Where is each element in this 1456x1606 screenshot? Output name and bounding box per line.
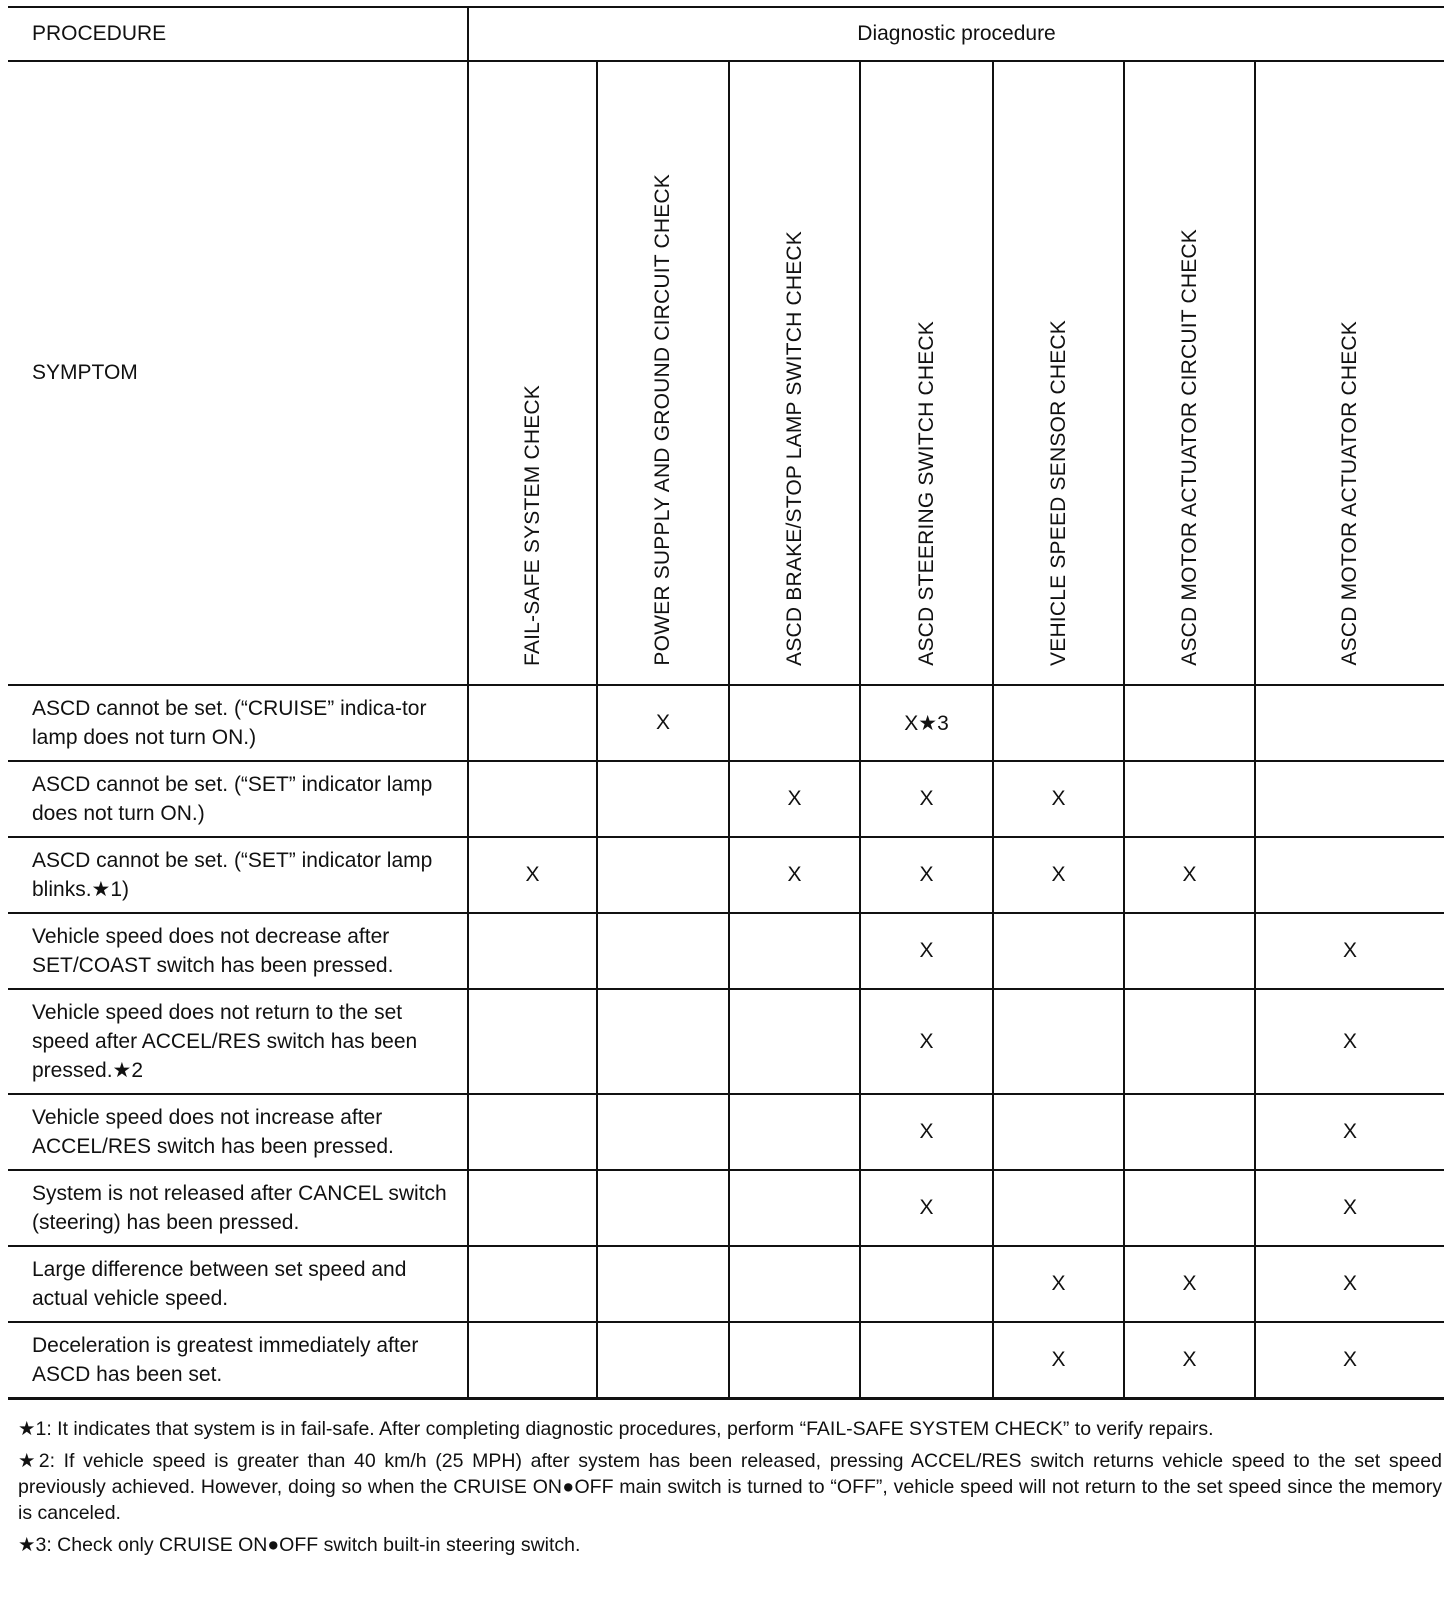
table-row: [8, 989, 1444, 1094]
check-mark-cell: [1124, 1170, 1255, 1246]
check-mark-cell: X: [860, 989, 993, 1094]
check-mark-cell: [597, 1322, 729, 1399]
check-mark-cell: X: [1255, 989, 1444, 1094]
table-row: [8, 913, 1444, 989]
check-mark-cell: X: [1124, 1322, 1255, 1399]
check-mark-cell: [1255, 761, 1444, 837]
column-header-label: ASCD MOTOR ACTUATOR CIRCUIT CHECK: [1177, 229, 1201, 666]
check-mark-cell: [468, 913, 597, 989]
column-header: [468, 61, 597, 685]
check-mark-cell: [729, 1322, 860, 1399]
check-mark-cell: X: [729, 837, 860, 913]
check-mark-cell: [729, 1246, 860, 1322]
check-mark-cell: X: [1255, 1246, 1444, 1322]
symptom-cell: Vehicle speed does not decrease after SET/COAST switch has been pressed.: [8, 913, 468, 989]
check-mark-cell: [993, 989, 1124, 1094]
symptom-cell: ASCD cannot be set. (“CRUISE” indica-tor lamp does not turn ON.): [8, 685, 468, 761]
check-mark-cell: X★3: [860, 685, 993, 761]
check-mark-cell: [1124, 989, 1255, 1094]
column-header-label: POWER SUPPLY AND GROUND CIRCUIT CHECK: [651, 174, 674, 666]
header-row-columns: [8, 61, 1444, 685]
check-mark-cell: X: [597, 685, 729, 761]
check-mark-cell: [468, 1170, 597, 1246]
check-mark-cell: [729, 1094, 860, 1170]
check-mark-cell: X: [729, 761, 860, 837]
check-mark-cell: [729, 989, 860, 1094]
column-header: [860, 61, 993, 685]
check-mark-cell: [993, 913, 1124, 989]
check-mark-cell: [597, 1094, 729, 1170]
check-mark-cell: X: [1255, 913, 1444, 989]
table-row: [8, 1094, 1444, 1170]
symptom-cell: System is not released after CANCEL switch (steering) has been pressed.: [8, 1170, 468, 1246]
check-mark-cell: [468, 761, 597, 837]
check-mark-cell: [468, 1246, 597, 1322]
check-mark-cell: X: [860, 913, 993, 989]
check-mark-cell: [729, 1170, 860, 1246]
check-mark-cell: [597, 837, 729, 913]
table-row: [8, 685, 1444, 761]
symptom-cell: Vehicle speed does not return to the set speed after ACCEL/RES switch has been pressed.★2: [8, 989, 468, 1094]
check-mark-cell: [729, 685, 860, 761]
check-mark-cell: [597, 913, 729, 989]
symptom-cell: Vehicle speed does not increase after ACCEL/RES switch has been pressed.: [8, 1094, 468, 1170]
check-mark-cell: [468, 1322, 597, 1399]
check-mark-cell: [468, 1094, 597, 1170]
check-mark-cell: [597, 1170, 729, 1246]
check-mark-cell: [860, 1322, 993, 1399]
check-mark-cell: X: [1255, 1322, 1444, 1399]
column-header-label: ASCD MOTOR ACTUATOR CHECK: [1338, 321, 1362, 666]
column-header: [993, 61, 1124, 685]
check-mark-cell: X: [860, 761, 993, 837]
footnote-2: ★2: If vehicle speed is greater than 40 km/h (25 MPH) after system has been released, pressing ACCEL/RES switch returns vehicle speed to the set speed previously achieved. However, doing so when the CRUISE ON●OFF main switch is turned to “OFF”, vehicle speed will not return to the set speed since the memory is canceled.: [18, 1450, 1442, 1524]
column-header: [597, 61, 729, 685]
symptom-rows: [8, 685, 1444, 1399]
column-header-label: VEHICLE SPEED SENSOR CHECK: [1046, 320, 1070, 666]
check-mark-cell: [993, 1170, 1124, 1246]
check-mark-cell: X: [993, 761, 1124, 837]
check-mark-cell: X: [1124, 837, 1255, 913]
check-mark-cell: [597, 761, 729, 837]
footnote-1: ★1: It indicates that system is in fail-safe. After completing diagnostic procedures, perform “FAIL-SAFE SYSTEM CHECK” to verify repairs.: [18, 1418, 1214, 1440]
symptom-header: SYMPTOM: [8, 61, 468, 685]
check-mark-cell: X: [993, 1246, 1124, 1322]
check-mark-cell: [468, 685, 597, 761]
column-header-label: FAIL-SAFE SYSTEM CHECK: [520, 385, 544, 666]
symptom-cell: Large difference between set speed and actual vehicle speed.: [8, 1246, 468, 1322]
table-row: [8, 761, 1444, 837]
column-header: [1255, 61, 1444, 685]
symptom-cell: ASCD cannot be set. (“SET” indicator lamp blinks.★1): [8, 837, 468, 913]
check-mark-cell: [1124, 1094, 1255, 1170]
table-row: [8, 1170, 1444, 1246]
check-mark-cell: X: [860, 1094, 993, 1170]
check-mark-cell: X: [1124, 1246, 1255, 1322]
check-mark-cell: [860, 1246, 993, 1322]
column-header: [1124, 61, 1255, 685]
check-mark-cell: [468, 989, 597, 1094]
check-mark-cell: X: [993, 837, 1124, 913]
check-mark-cell: [1255, 685, 1444, 761]
check-mark-cell: [1124, 761, 1255, 837]
check-mark-cell: X: [1255, 1094, 1444, 1170]
symptom-cell: ASCD cannot be set. (“SET” indicator lamp does not turn ON.): [8, 761, 468, 837]
column-header-label: ASCD STEERING SWITCH CHECK: [914, 321, 938, 666]
diagnostic-procedure-table: [8, 6, 1444, 1400]
procedure-header: PROCEDURE: [8, 7, 468, 61]
table-row: [8, 837, 1444, 913]
header-row-top: [8, 7, 1444, 61]
footnote-3: ★3: Check only CRUISE ON●OFF switch built-in steering switch.: [18, 1534, 581, 1556]
check-mark-cell: [1124, 685, 1255, 761]
column-header-label: ASCD BRAKE/STOP LAMP SWITCH CHECK: [782, 231, 806, 666]
check-mark-cell: [1255, 837, 1444, 913]
check-mark-cell: [729, 913, 860, 989]
symptom-cell: Deceleration is greatest immediately after ASCD has been set.: [8, 1322, 468, 1399]
check-mark-cell: [597, 1246, 729, 1322]
check-mark-cell: [597, 989, 729, 1094]
check-mark-cell: X: [1255, 1170, 1444, 1246]
check-mark-cell: X: [860, 1170, 993, 1246]
check-mark-cell: X: [468, 837, 597, 913]
table-row: [8, 1246, 1444, 1322]
diagnostic-procedure-header: Diagnostic procedure: [468, 7, 1444, 61]
column-header: [729, 61, 860, 685]
check-mark-cell: [993, 685, 1124, 761]
check-mark-cell: [993, 1094, 1124, 1170]
table-row: [8, 1322, 1444, 1399]
check-mark-cell: [1124, 913, 1255, 989]
check-mark-cell: X: [860, 837, 993, 913]
check-mark-cell: X: [993, 1322, 1124, 1399]
footnotes: [18, 1416, 1442, 1564]
